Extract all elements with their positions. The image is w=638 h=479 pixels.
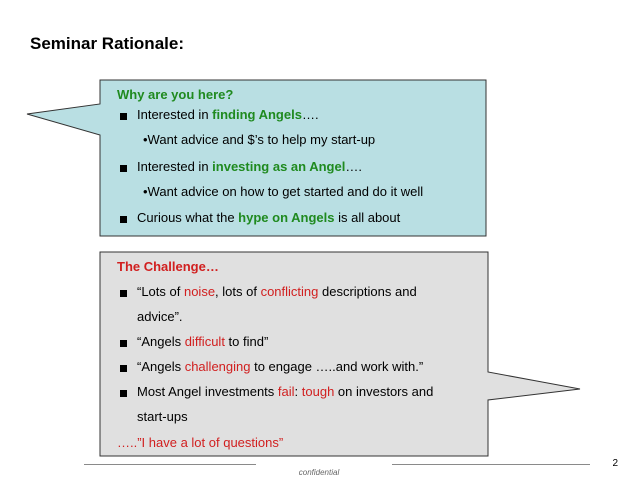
challenge-bullet-4-cont: start-ups bbox=[137, 409, 188, 424]
challenge-callout-box bbox=[100, 252, 580, 456]
why-sub-1: •Want advice and $’s to help my start-up bbox=[143, 132, 376, 147]
bullet-square-icon bbox=[120, 113, 127, 120]
text: is all about bbox=[334, 210, 401, 225]
why-bullet-2 bbox=[137, 159, 362, 174]
highlight: hype on Angels bbox=[238, 210, 335, 225]
text: …. bbox=[301, 107, 319, 122]
challenge-heading: The Challenge… bbox=[117, 259, 219, 274]
text: Curious what the bbox=[137, 210, 239, 225]
bullet-square-icon bbox=[120, 165, 127, 172]
text: descriptions and bbox=[318, 284, 417, 299]
text: Interested in bbox=[137, 107, 213, 122]
bullet-square-icon bbox=[120, 365, 127, 372]
text: “Lots of bbox=[137, 284, 184, 299]
why-bullet-1 bbox=[137, 107, 319, 122]
highlight: fail bbox=[277, 384, 295, 399]
challenge-bullet-1-cont: advice”. bbox=[137, 309, 183, 324]
text: to engage …..and work with.” bbox=[250, 359, 424, 374]
challenge-quote: …..”I have a lot of questions” bbox=[117, 435, 284, 450]
bullet-square-icon bbox=[120, 216, 127, 223]
text: …. bbox=[345, 159, 362, 174]
text: “Angels bbox=[137, 359, 185, 374]
text: on investors and bbox=[334, 384, 434, 399]
bullet-square-icon bbox=[120, 290, 127, 297]
highlight: noise bbox=[183, 284, 216, 299]
page-number: 2 bbox=[612, 458, 618, 469]
text: : bbox=[294, 384, 302, 399]
challenge-bullet-3 bbox=[137, 359, 423, 374]
bullet-square-icon bbox=[120, 340, 127, 347]
slide-title: Seminar Rationale: bbox=[30, 34, 184, 53]
footer-divider-left bbox=[84, 464, 256, 465]
text: to find” bbox=[224, 334, 269, 349]
challenge-bullet-1 bbox=[137, 284, 417, 299]
text: , lots of bbox=[215, 284, 261, 299]
why-heading: Why are you here? bbox=[117, 87, 234, 102]
bullet-square-icon bbox=[120, 390, 127, 397]
footer-divider-right bbox=[392, 464, 590, 465]
why-bullet-3 bbox=[137, 210, 400, 225]
confidential-label: confidential bbox=[298, 468, 340, 477]
highlight: tough bbox=[301, 384, 335, 399]
highlight: difficult bbox=[184, 334, 225, 349]
why-sub-2: •Want advice on how to get started and do it well bbox=[143, 184, 424, 199]
challenge-bullet-4 bbox=[137, 384, 433, 399]
highlight: challenging bbox=[184, 359, 251, 374]
text: “Angels bbox=[137, 334, 185, 349]
highlight: finding Angels bbox=[212, 107, 302, 122]
highlight: investing as an Angel bbox=[212, 159, 346, 174]
text: Interested in bbox=[137, 159, 213, 174]
challenge-bullet-2 bbox=[137, 334, 268, 349]
text: Most Angel investments bbox=[137, 384, 278, 399]
highlight: conflicting bbox=[260, 284, 319, 299]
